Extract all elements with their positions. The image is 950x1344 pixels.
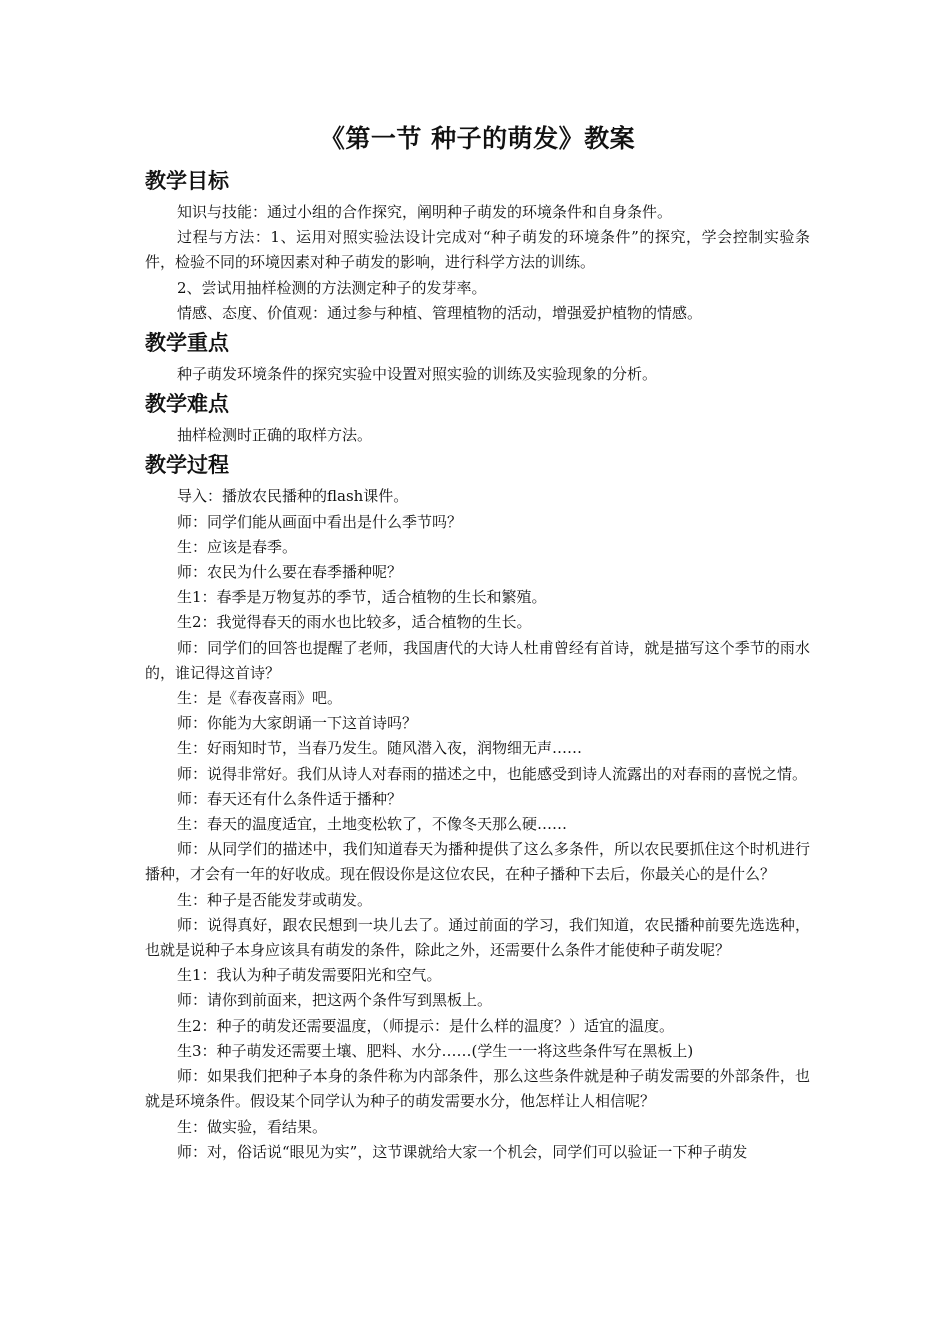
paragraph: 师：农民为什么要在春季播种呢？ bbox=[177, 563, 403, 582]
paragraph: 生1：春季是万物复苏的季节，适合植物的生长和繁殖。 bbox=[177, 588, 547, 607]
paragraph: 师：如果我们把种子本身的条件称为内部条件，那么这些条件就是种子萌发需要的外部条件，也就是环境条件。假设某个同学认为种子的萌发需要水分，他怎样让人相信呢？ bbox=[145, 1067, 810, 1111]
paragraph: 知识与技能：通过小组的合作探究，阐明种子萌发的环境条件和自身条件。 bbox=[177, 203, 673, 221]
paragraph: 情感、态度、价值观：通过参与种植、管理植物的活动，增强爱护植物的情感。 bbox=[177, 303, 703, 322]
paragraph: 生2：种子的萌发还需要温度，（师提示：是什么样的温度？）适宜的温度。 bbox=[177, 1016, 675, 1035]
paragraph: 师：说得真好，跟农民想到一块儿去了。通过前面的学习，我们知道，农民播种前要先选选种，也就是说种子本身应该具有萌发的条件，除此之外，还需要什么条件才能使种子萌发呢？ bbox=[145, 915, 810, 960]
paragraph: 师：对，俗话说“眼见为实”，这节课就给大家一个机会，同学们可以验证一下种子萌发 bbox=[177, 1142, 748, 1161]
paragraph: 2、尝试用抽样检测的方法测定种子的发芽率。 bbox=[177, 278, 487, 297]
paragraph: 师：请你到前面来，把这两个条件写到黑板上。 bbox=[177, 991, 493, 1010]
paragraph: 生2：我觉得春天的雨水也比较多，适合植物的生长。 bbox=[177, 613, 532, 632]
document-title: 《第一节 种子的萌发》教案 bbox=[319, 124, 636, 153]
paragraph: 师：从同学们的描述中，我们知道春天为播种提供了这么多条件，所以农民要抓住这个时机进行播种，才会有一年的好收成。现在假设你是这位农民，在种子播种下去后，你最关心的是什么？ bbox=[145, 840, 810, 884]
paragraph: 生1：我认为种子萌发需要阳光和空气。 bbox=[177, 966, 442, 985]
paragraph: 师：你能为大家朗诵一下这首诗吗？ bbox=[177, 714, 418, 733]
paragraph: 生：好雨知时节，当春乃发生。随风潜入夜，润物细无声…… bbox=[177, 739, 583, 758]
paragraph: 师：同学们能从画面中看出是什么季节吗？ bbox=[177, 512, 463, 531]
paragraph: 生3：种子萌发还需要土壤、肥料、水分……(学生一一将这些条件写在黑板上) bbox=[177, 1041, 694, 1060]
paragraph: 生：做实验，看结果。 bbox=[177, 1117, 328, 1136]
paragraph: 生：是《春夜喜雨》吧。 bbox=[177, 689, 343, 708]
paragraph: 师：春天还有什么条件适于播种？ bbox=[177, 789, 403, 808]
section-heading: 教学目标 bbox=[145, 169, 229, 193]
paragraph: 生：春天的温度适宜，土地变松软了，不像冬天那么硬…… bbox=[177, 815, 568, 834]
paragraph: 生：种子是否能发芽或萌发。 bbox=[177, 890, 373, 909]
paragraph: 抽样检测时正确的取样方法。 bbox=[177, 426, 373, 445]
document-body bbox=[145, 166, 810, 1165]
paragraph: 师：同学们的回答也提醒了老师，我国唐代的大诗人杜甫曾经有首诗，就是描写这个季节的雨水的，谁记得这首诗？ bbox=[145, 638, 810, 682]
paragraph: 导入：播放农民播种的flash课件。 bbox=[177, 487, 409, 506]
paragraph: 生：应该是春季。 bbox=[177, 537, 298, 556]
section-heading: 教学难点 bbox=[145, 392, 229, 417]
paragraph: 种子萌发环境条件的探究实验中设置对照实验的训练及实验现象的分析。 bbox=[177, 365, 658, 384]
section-heading: 教学重点 bbox=[145, 331, 229, 356]
paragraph: 师：说得非常好。我们从诗人对春雨的描述之中，也能感受到诗人流露出的对春雨的喜悦之情。 bbox=[177, 764, 808, 783]
section-heading: 教学过程 bbox=[145, 453, 229, 478]
document-page bbox=[145, 118, 810, 1165]
paragraph: 过程与方法：1、运用对照实验法设计完成对“种子萌发的环境条件”的探究，学会控制实验条件，检验不同的环境因素对种子萌发的影响，进行科学方法的训练。 bbox=[145, 228, 810, 272]
